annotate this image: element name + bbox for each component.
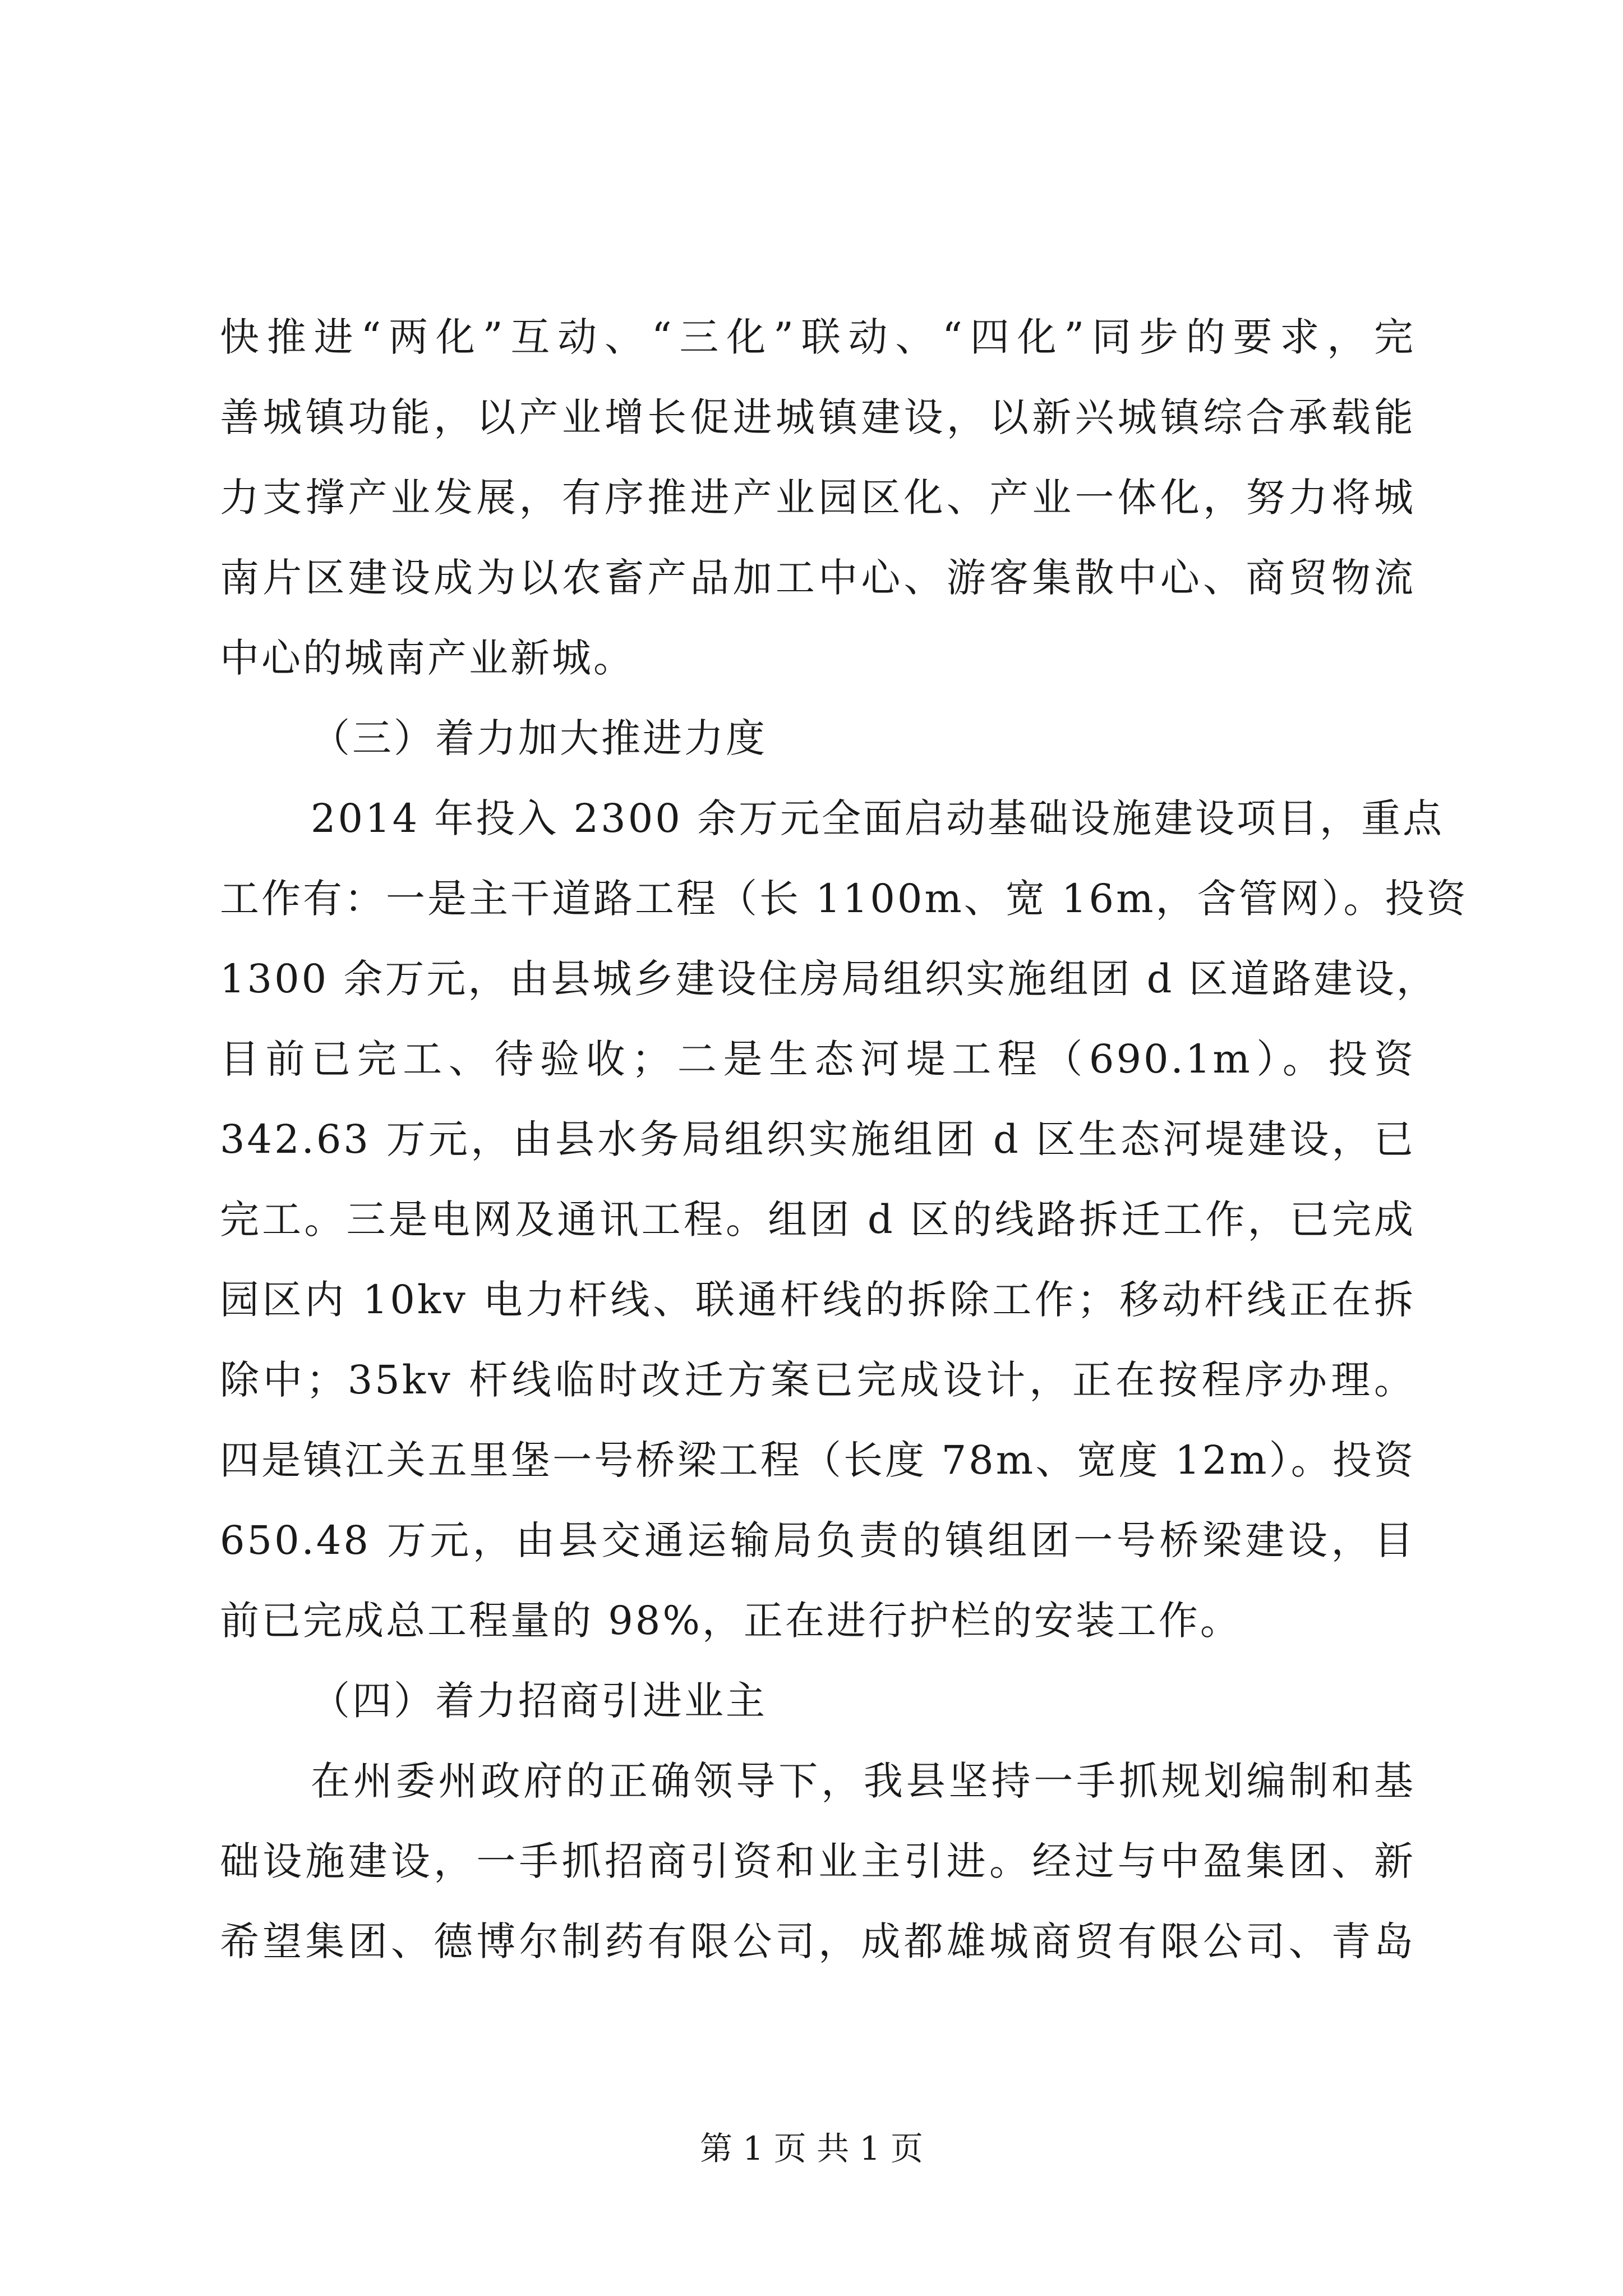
paragraph-line: 2014 年投入 2300 余万元全面启动基础设施建设项目，重点 — [311, 795, 1445, 841]
paragraph-line: 650.48 万元，由县交通运输局负责的镇组团一号桥梁建设，目 — [220, 1517, 1415, 1563]
paragraph-line: 园区内 10kv 电力杆线、联通杆线的拆除工作；移动杆线正在拆 — [220, 1277, 1415, 1323]
section-heading: （四）着力招商引进业主 — [311, 1678, 767, 1724]
paragraph-line: 础设施建设，一手抓招商引资和业主引进。经过与中盈集团、新 — [220, 1838, 1415, 1884]
paragraph-line: 中心的城南产业新城。 — [220, 635, 635, 681]
paragraph-line: 完工。三是电网及通讯工程。组团 d 区的线路拆迁工作，已完成 — [220, 1197, 1415, 1243]
paragraph-line: 除中；35kv 杆线临时改迁方案已完成设计，正在按程序办理。 — [220, 1357, 1415, 1403]
page-number-footer: 第 1 页 共 1 页 — [700, 2129, 923, 2168]
paragraph-line: 力支撑产业发展，有序推进产业园区化、产业一体化，努力将城 — [220, 475, 1415, 521]
section-heading: （三）着力加大推进力度 — [311, 715, 767, 761]
paragraph-line: 快推进“两化”互动、“三化”联动、“四化”同步的要求，完 — [220, 314, 1415, 360]
document-body — [220, 297, 1468, 1982]
paragraph-line: 342.63 万元，由县水务局组织实施组团 d 区生态河堤建设，已 — [220, 1116, 1415, 1162]
paragraph-line: 1300 余万元，由县城乡建设住房局组织实施组团 d 区道路建设， — [220, 956, 1438, 1002]
paragraph-line: 在州委州政府的正确领导下，我县坚持一手抓规划编制和基 — [311, 1758, 1415, 1804]
paragraph-line: 南片区建设成为以农畜产品加工中心、游客集散中心、商贸物流 — [220, 555, 1415, 601]
paragraph-line: 希望集团、德博尔制药有限公司，成都雄城商贸有限公司、青岛 — [220, 1918, 1415, 1964]
paragraph-line: 四是镇江关五里堡一号桥梁工程（长度 78m、宽度 12m）。投资 — [220, 1437, 1415, 1483]
paragraph-line: 前已完成总工程量的 98%，正在进行护栏的安装工作。 — [220, 1598, 1242, 1644]
paragraph-line: 目前已完工、待验收；二是生态河堤工程（690.1m）。投资 — [220, 1036, 1415, 1082]
paragraph-line: 善城镇功能，以产业增长促进城镇建设，以新兴城镇综合承载能 — [220, 394, 1415, 440]
paragraph-line: 工作有：一是主干道路工程（长 1100m、宽 16m，含管网）。投资 — [220, 876, 1468, 922]
